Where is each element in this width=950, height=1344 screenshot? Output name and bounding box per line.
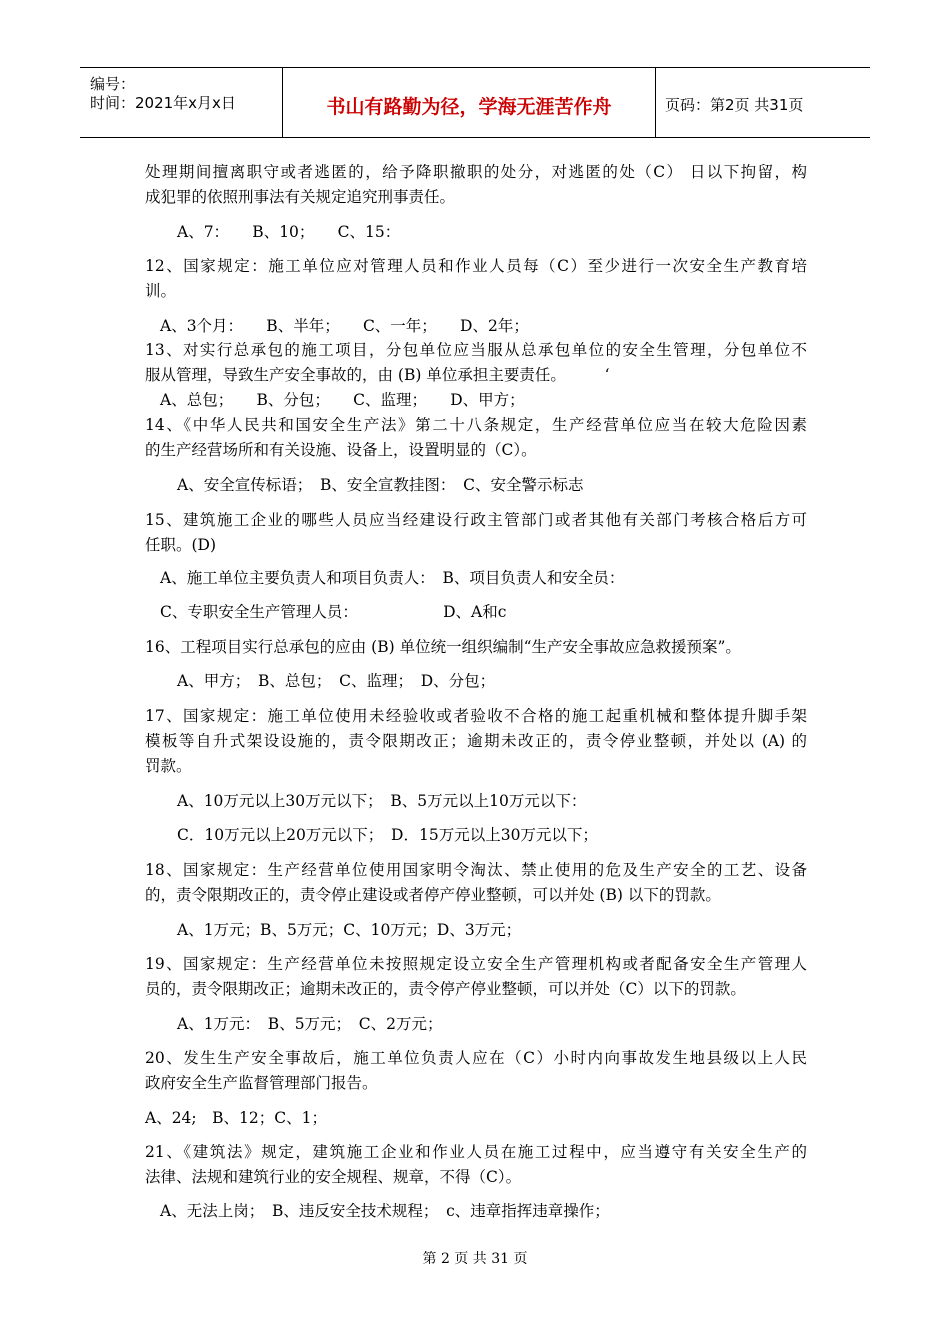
text-line: 17、国家规定：施工单位使用未经验收或者验收不合格的施工起重机械和整体提升脚手架	[145, 707, 807, 725]
text-line: A、10万元以上30万元以下； B、5万元以上10万元以下：	[177, 792, 587, 810]
text-line: 任职。(D)	[145, 536, 217, 554]
motto: 书山有路勤为径，学海无涯苦作舟	[326, 96, 612, 118]
text-line: A、7： B、10； C、15：	[177, 223, 401, 241]
text-line: 模板等自升式架设设施的，责令限期改正；逾期未改正的，责令停业整顿，并处以 (A) 的	[145, 732, 807, 750]
text-line: 13、对实行总承包的施工项目，分包单位应当服从总承包单位的安全生管理，分包单位不	[145, 341, 807, 359]
text-line: 政府安全生产监督管理部门报告。	[145, 1074, 378, 1092]
text-line: A、施工单位主要负责人和项目负责人： B、项目负责人和安全员：	[160, 569, 625, 587]
text-line: A、安全宣传标语； B、安全宣教挂图： C、安全警示标志	[177, 476, 584, 494]
text-line: 成犯罪的依照刑事法有关规定追究刑事责任。	[145, 188, 456, 206]
text-line: A、总包； B、分包； C、监理； D、甲方；	[160, 391, 525, 409]
text-line: C、专职安全生产管理人员： D、A和c	[160, 603, 507, 621]
text-line: 18、国家规定：生产经营单位使用国家明令淘汰、禁止使用的危及生产安全的工艺、设备	[145, 861, 807, 879]
page-header	[80, 67, 870, 138]
text-line: 19、国家规定：生产经营单位未按照规定设立安全生产管理机构或者配备安全生产管理人	[145, 955, 807, 973]
text-line: 罚款。	[145, 757, 192, 775]
text-line: 法律、法规和建筑行业的安全规程、规章，不得（C）。	[145, 1168, 522, 1186]
text-line: 的生产经营场所和有关设施、设备上，设置明显的（C）。	[145, 441, 537, 459]
text-line: 20、发生生产安全事故后，施工单位负责人应在（C）小时内向事故发生地县级以上人民	[145, 1049, 807, 1067]
page-info: 页码：第2页 共31页	[665, 96, 804, 114]
text-line: 21、《建筑法》规定，建筑施工企业和作业人员在施工过程中，应当遵守有关安全生产的	[145, 1143, 807, 1161]
text-line: 16、工程项目实行总承包的应由 (B) 单位统一组织编制“生产安全事故应急救援预案”。	[145, 638, 741, 656]
page-footer: 第 2 页 共 31 页	[422, 1251, 528, 1267]
header-right-cell	[655, 68, 870, 137]
text-line: A、甲方； B、总包； C、监理； D、分包；	[177, 672, 496, 690]
text-line: 的，责令限期改正的，责令停止建设或者停产停业整顿，可以并处 (B) 以下的罚款。	[145, 886, 721, 904]
text-line: 处理期间擅离职守或者逃匿的，给予降职撤职的处分，对逃匿的处（C） 日以下拘留，构	[145, 163, 807, 181]
text-line: C．10万元以上20万元以下； D．15万元以上30万元以下；	[177, 826, 598, 844]
text-line: A、1万元；B、5万元；C、10万元；D、3万元；	[177, 921, 522, 939]
text-line: A、1万元： B、5万元； C、2万元；	[177, 1015, 443, 1033]
time-label: 时间：2021年x月x日	[90, 94, 236, 112]
text-line: 训。	[145, 282, 177, 300]
text-line: A、24; B、12；C、1；	[145, 1109, 327, 1127]
text-line: 服从管理，导致生产安全事故的，由 (B) 单位承担主要责任。 ‘	[145, 366, 610, 384]
text-line: 员的，责令限期改正；逾期未改正的，责令停产停业整顿，可以并处（C）以下的罚款。	[145, 980, 746, 998]
header-motto-cell	[282, 68, 656, 137]
text-line: A、3个月： B、半年； C、一年； D、2年；	[160, 317, 529, 335]
number-label: 编号：	[90, 75, 136, 93]
text-line: 15、建筑施工企业的哪些人员应当经建设行政主管部门或者其他有关部门考核合格后方可	[145, 511, 807, 529]
text-line: 12、国家规定：施工单位应对管理人员和作业人员每（C）至少进行一次安全生产教育培	[145, 257, 807, 275]
text-line: 14、《中华人民共和国安全生产法》第二十八条规定，生产经营单位应当在较大危险因素	[145, 416, 807, 434]
header-left-cell	[80, 68, 282, 137]
text-line: A、无法上岗； B、违反安全技术规程； c、违章指挥违章操作；	[160, 1202, 610, 1220]
